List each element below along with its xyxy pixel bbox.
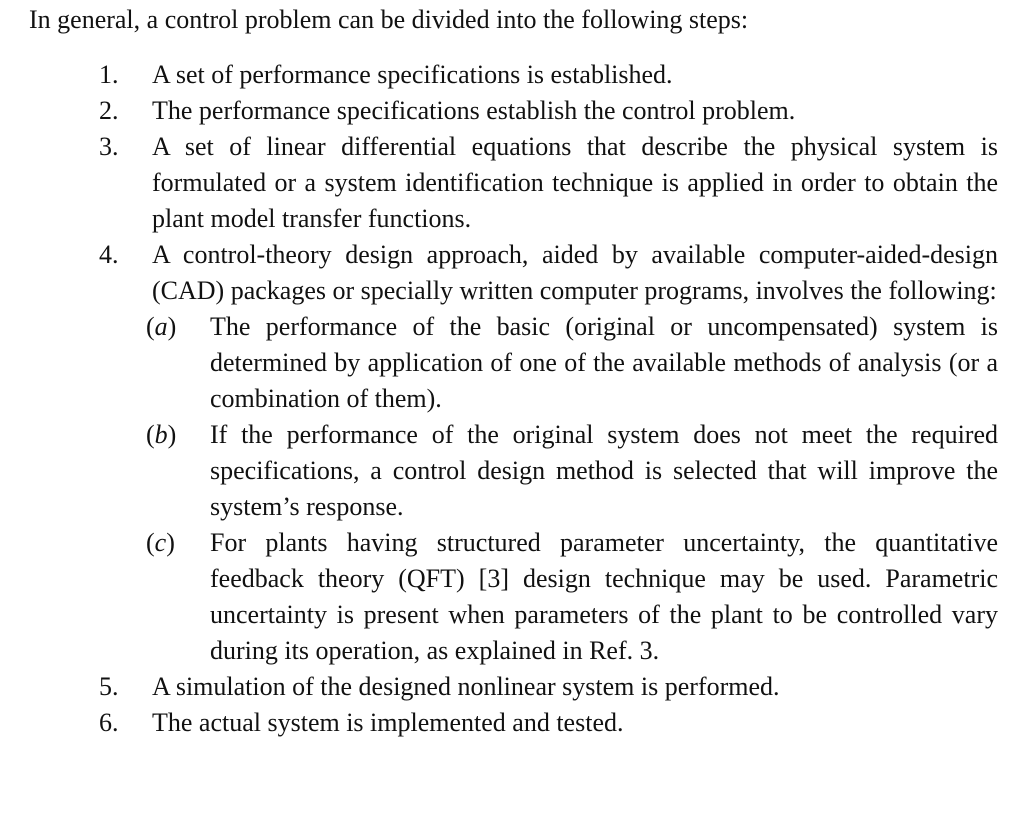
step-item-5 — [0, 669, 998, 705]
step-item-3 — [0, 129, 998, 237]
step-number: 2. — [99, 96, 119, 125]
intro-paragraph: In general, a control problem can be divided into the following steps: — [29, 5, 749, 34]
substep-item-a — [146, 309, 998, 417]
steps-list — [0, 57, 1024, 741]
step-item-6 — [0, 705, 998, 741]
step-text: A set of performance specifications is established. — [152, 60, 673, 89]
step-text: A control-theory design approach, aided by available computer-aided-design (CAD) packages or specially written computer programs, involves the following: — [152, 240, 998, 305]
step-text: The performance specifications establish the control problem. — [152, 96, 796, 125]
substep-label: (b) — [146, 420, 177, 449]
step-number: 1. — [99, 60, 119, 89]
step-text: The actual system is implemented and tested. — [152, 708, 624, 737]
substep-item-c — [146, 525, 998, 669]
step-number: 3. — [99, 132, 119, 161]
substeps-list — [146, 309, 998, 669]
step-number: 5. — [99, 672, 119, 701]
step-number: 4. — [99, 240, 119, 269]
step-item-2 — [0, 93, 998, 129]
step-item-4 — [0, 237, 998, 669]
substep-text: For plants having structured parameter uncertainty, the quantitative feedback theory (QFT) [3] design technique may be used. Parametric uncertainty is present when parameters of the plant to be controlled vary during its operation, as explained in Ref. 3. — [210, 528, 998, 665]
step-number: 6. — [99, 708, 119, 737]
step-text: A simulation of the designed nonlinear system is performed. — [152, 672, 780, 701]
substep-text: The performance of the basic (original or uncompensated) system is determined by application of one of the available methods of analysis (or a combination of them). — [210, 312, 998, 413]
substep-item-b — [146, 417, 998, 525]
substep-label: (a) — [146, 312, 177, 341]
substep-text: If the performance of the original system does not meet the required specifications, a control design method is selected that will improve the system’s response. — [210, 420, 998, 521]
step-text: A set of linear differential equations that describe the physical system is formulated or a system identification technique is applied in order to obtain the plant model transfer functions. — [152, 132, 998, 233]
step-item-1 — [0, 57, 998, 93]
substep-label: (c) — [146, 528, 175, 557]
